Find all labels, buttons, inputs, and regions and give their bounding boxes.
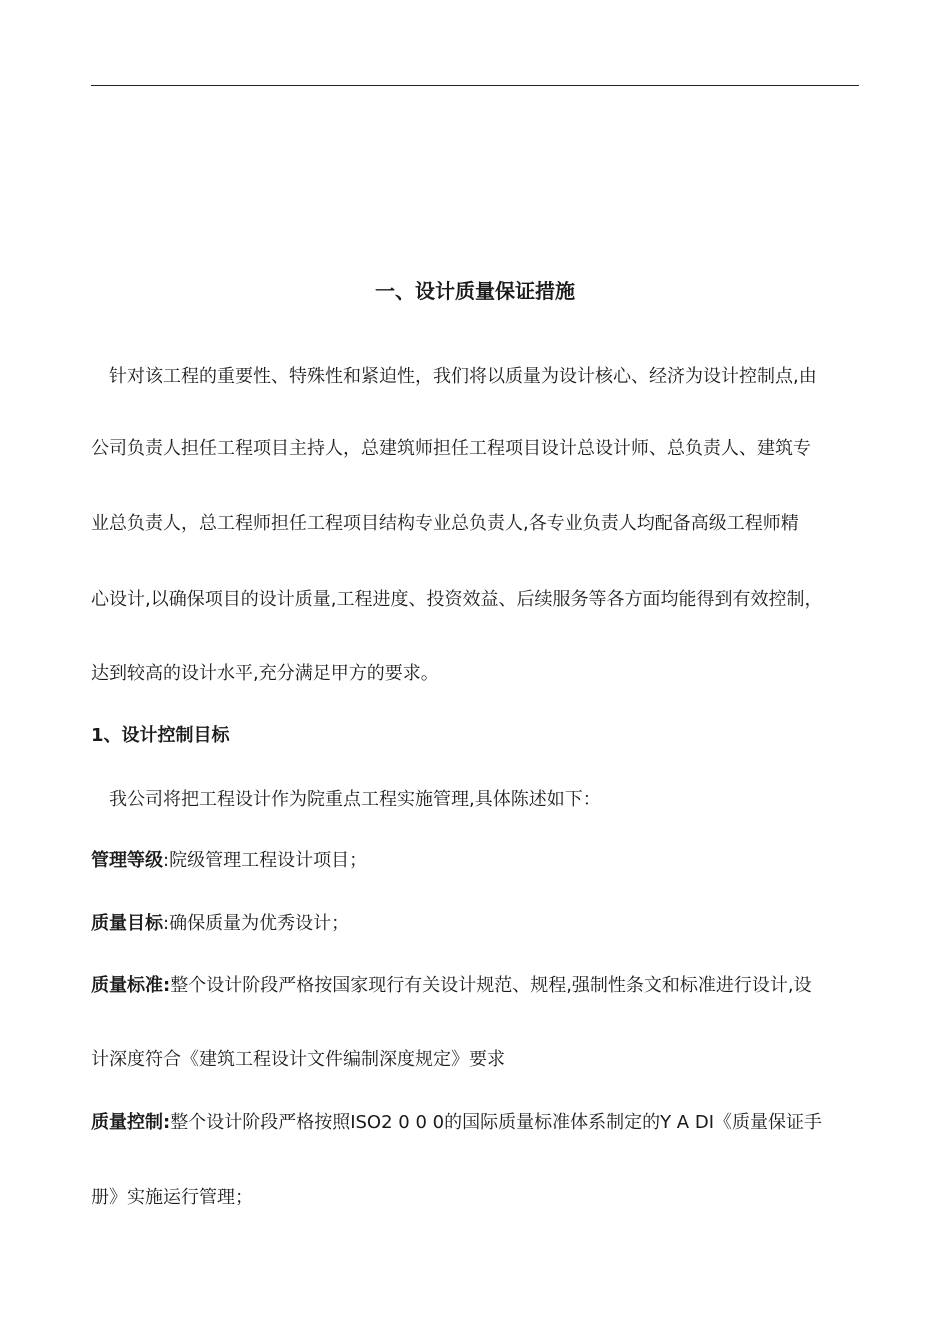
item-standard-label: 质量标准: <box>91 975 171 996</box>
item-standard-text: 整个设计阶段严格按国家现行有关设计规范、规程,强制性条文和标准进行设计,设 <box>170 975 812 996</box>
item-target-text: :确保质量为优秀设计； <box>163 913 350 934</box>
header-rule <box>91 85 859 86</box>
subsection-title: 1、设计控制目标 <box>91 725 230 746</box>
section-title: 一、设计质量保证措施 <box>375 279 575 303</box>
intro-line-2: 公司负责人担任工程项目主持人，总建筑师担任工程项目设计总设计师、总负责人、建筑专 <box>91 438 811 459</box>
item-target-label: 质量目标 <box>91 913 163 934</box>
item-standard-continued: 计深度符合《建筑工程设计文件编制深度规定》要求 <box>91 1049 505 1070</box>
item-grade-label: 管理等级 <box>91 850 163 871</box>
intro-line-3: 业总负责人，总工程师担任工程项目结构专业总负责人,各专业负责人均配备高级工程师精 <box>91 513 799 534</box>
item-grade <box>91 848 881 874</box>
item-control-text: 整个设计阶段严格按照ISO2 0 0 0的国际质量标准体系制定的Y A DI《质量保证手 <box>170 1112 822 1133</box>
item-control <box>91 1110 881 1136</box>
lead-text: 我公司将把工程设计作为院重点工程实施管理,具体陈述如下： <box>109 789 601 810</box>
item-control-continued: 册》实施运行管理； <box>91 1187 253 1208</box>
intro-line-1: 针对该工程的重要性、特殊性和紧迫性，我们将以质量为设计核心、经济为设计控制点,由 <box>109 366 817 387</box>
item-grade-text: :院级管理工程设计项目； <box>163 850 368 871</box>
item-standard <box>91 973 881 999</box>
item-target <box>91 911 881 937</box>
intro-line-5: 达到较高的设计水平,充分满足甲方的要求。 <box>91 663 439 684</box>
item-control-label: 质量控制: <box>91 1112 171 1133</box>
intro-line-4: 心设计,以确保项目的设计质量,工程进度、投资效益、后续服务等各方面均能得到有效控制， <box>91 589 823 610</box>
